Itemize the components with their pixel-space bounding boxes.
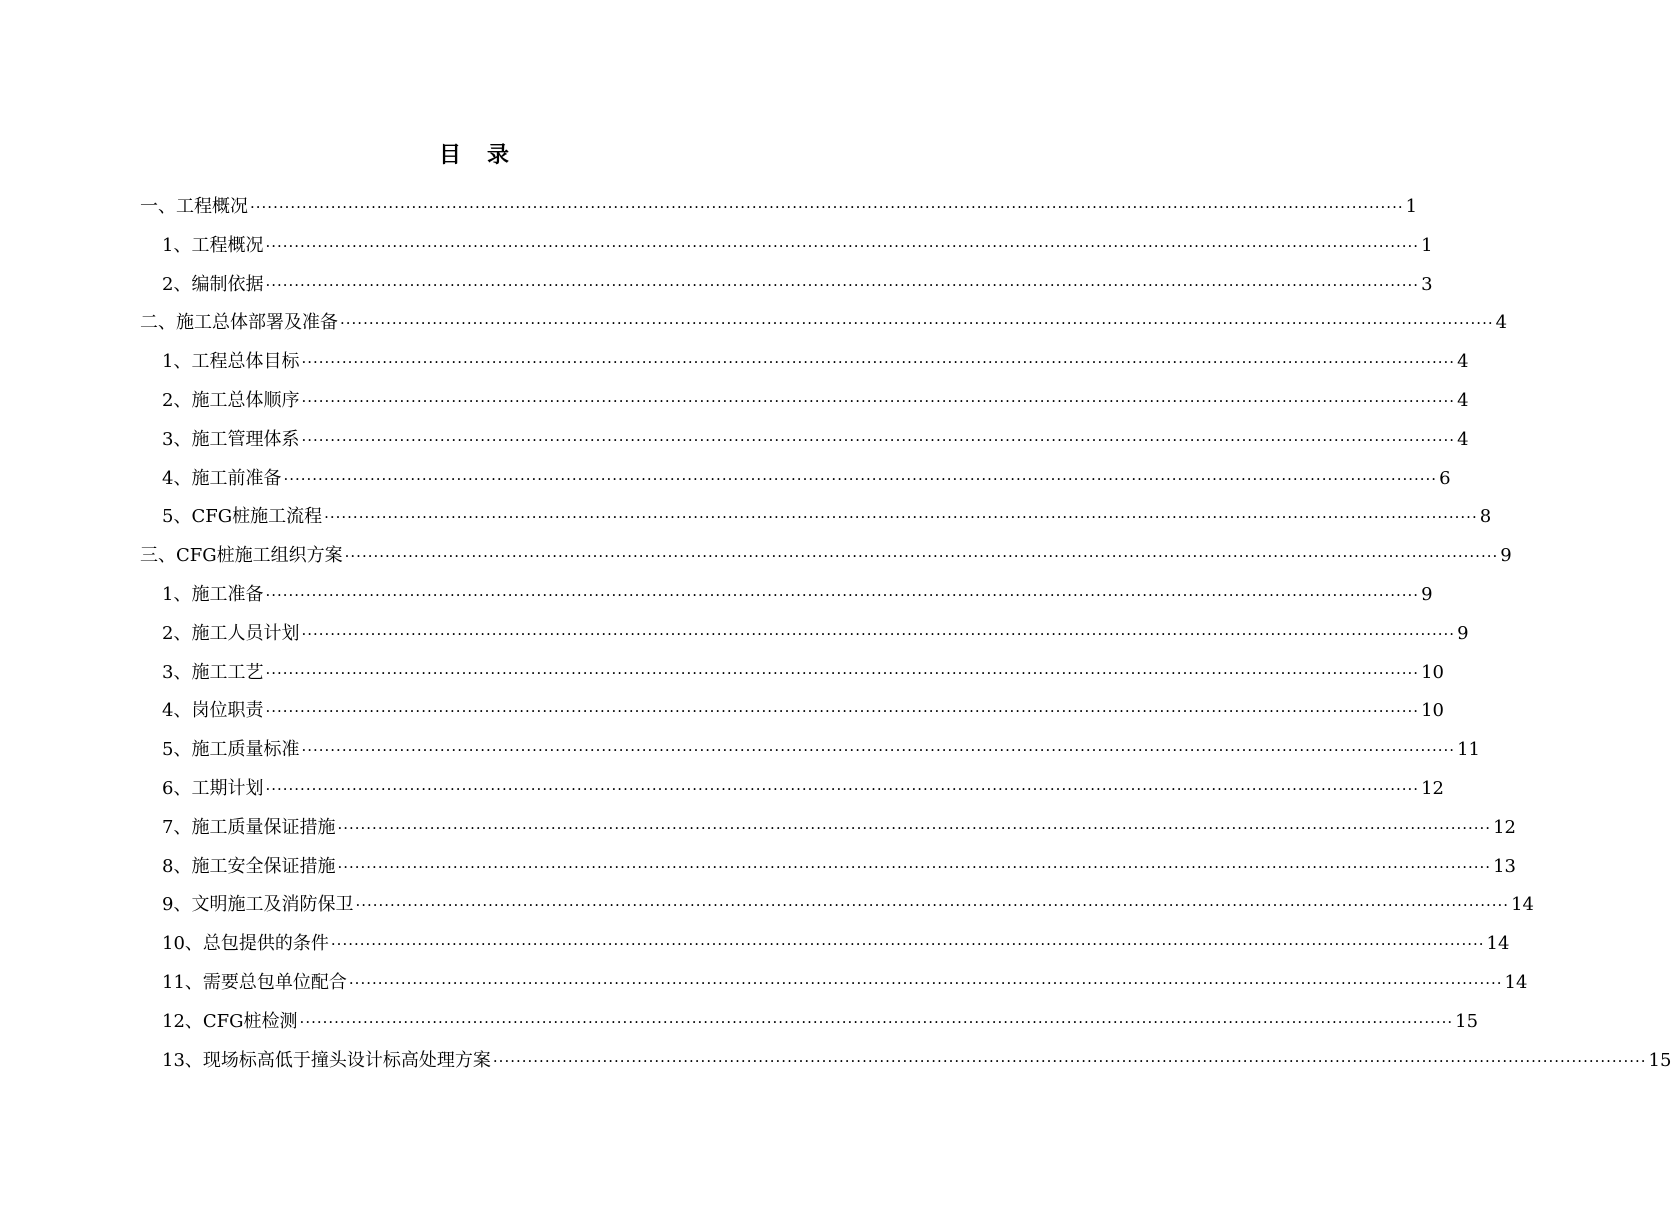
toc-entry[interactable] (140, 929, 1510, 968)
toc-entry-page: 3 (1421, 273, 1433, 295)
toc-entry[interactable] (140, 852, 1516, 891)
toc-entry-label: 4、施工前准备 (162, 467, 282, 489)
toc-entry-label: 一、工程概况 (140, 196, 248, 217)
toc-entry-label: 4、岗位职责 (162, 700, 264, 722)
toc-leader-dots: ········································································································································································································ (330, 935, 1485, 954)
toc-entry[interactable] (140, 1007, 1479, 1046)
toc-entry[interactable] (140, 386, 1469, 425)
toc-entry-label: 9、文明施工及消防保卫 (162, 894, 354, 916)
toc-leader-dots: ········································································································································································································ (348, 973, 1503, 992)
toc-leader-dots: ········································································································································································································ (265, 663, 1420, 682)
toc-leader-dots: ········································································································································································································ (301, 624, 1456, 643)
toc-entry-page: 13 (1493, 855, 1516, 877)
toc-entry[interactable] (140, 580, 1433, 619)
toc-entry-page: 8 (1479, 506, 1492, 528)
toc-entry-label: 6、工期计划 (162, 777, 264, 799)
toc-entry-label: 2、施工总体顺序 (162, 389, 300, 411)
toc-entry-page: 15 (1455, 1010, 1479, 1032)
toc-entry-label: 1、工程概况 (162, 234, 264, 256)
toc-entry-label: 3、施工管理体系 (162, 428, 300, 450)
toc-entry-page: 1 (1405, 196, 1418, 217)
toc-entry-page: 4 (1457, 389, 1469, 411)
toc-leader-dots: ········································································································································································································ (301, 741, 1456, 760)
toc-entry-label: 12、CFG桩检测 (162, 1010, 298, 1032)
toc-leader-dots: ········································································································································································································ (265, 585, 1420, 604)
toc-leader-dots: ········································································································································································································ (250, 198, 1404, 216)
toc-leader-dots: ········································································································································································································ (340, 314, 1494, 333)
toc-leader-dots: ········································································································································································································ (301, 391, 1456, 410)
toc-entry-label: 1、施工准备 (162, 583, 264, 605)
toc-entry-label: 10、总包提供的条件 (162, 933, 329, 955)
toc-entry[interactable] (140, 735, 1480, 774)
toc-entry[interactable] (140, 813, 1516, 852)
toc-leader-dots: ········································································································································································································ (265, 236, 1420, 255)
toc-entry-label: 三、CFG桩施工组织方案 (140, 545, 343, 567)
toc-entry-page: 14 (1511, 894, 1534, 916)
toc-entry-page: 10 (1421, 700, 1444, 722)
toc-entry-page: 14 (1486, 933, 1510, 955)
toc-leader-dots: ········································································································································································································ (265, 275, 1420, 294)
toc-entry[interactable] (140, 968, 1528, 1007)
toc-entry[interactable] (140, 502, 1492, 541)
toc-entry[interactable] (140, 347, 1469, 386)
toc-leader-dots: ········································································································································································································ (337, 818, 1492, 837)
toc-leader-dots: ········································································································································································································ (344, 547, 1499, 566)
toc-entry[interactable] (140, 464, 1451, 503)
toc-entry-page: 4 (1495, 312, 1508, 334)
toc-entry[interactable] (140, 192, 1418, 231)
toc-entry-label: 8、施工安全保证措施 (162, 855, 336, 877)
toc-entry[interactable] (140, 231, 1433, 270)
toc-entry-label: 3、施工工艺 (162, 661, 264, 683)
toc-entry-label: 5、施工质量标准 (162, 739, 300, 761)
toc-entry-page: 1 (1421, 234, 1433, 256)
toc-list (140, 192, 1671, 1084)
toc-entry[interactable] (140, 774, 1444, 813)
toc-entry-page: 9 (1500, 545, 1512, 567)
toc-entry-page: 4 (1457, 428, 1469, 450)
toc-entry-label: 11、需要总包单位配合 (162, 971, 347, 993)
toc-entry-page: 12 (1493, 816, 1516, 838)
toc-entry-page: 9 (1457, 622, 1469, 644)
toc-leader-dots: ········································································································································································································ (355, 896, 1510, 915)
toc-leader-dots: ········································································································································································································ (324, 508, 1478, 527)
toc-entry[interactable] (140, 619, 1469, 658)
toc-entry[interactable] (140, 890, 1534, 929)
toc-entry[interactable] (140, 696, 1444, 735)
toc-leader-dots: ········································································································································································································ (299, 1012, 1454, 1031)
toc-leader-dots: ········································································································································································································ (265, 702, 1420, 721)
toc-entry-label: 二、施工总体部署及准备 (140, 312, 338, 334)
toc-entry-label: 13、现场标高低于撞头设计标高处理方案 (162, 1049, 491, 1071)
toc-leader-dots: ········································································································································································································ (301, 353, 1456, 372)
toc-entry-page: 4 (1457, 351, 1469, 373)
toc-entry[interactable] (140, 1046, 1671, 1085)
toc-entry-label: 1、工程总体目标 (162, 351, 300, 373)
toc-entry[interactable] (140, 541, 1512, 580)
toc-leader-dots: ········································································································································································································ (301, 430, 1456, 449)
toc-entry[interactable] (140, 425, 1469, 464)
toc-entry-page: 10 (1421, 661, 1444, 683)
toc-entry-label: 7、施工质量保证措施 (162, 816, 336, 838)
toc-leader-dots: ········································································································································································································ (492, 1051, 1647, 1070)
toc-leader-dots: ········································································································································································································ (337, 857, 1492, 876)
toc-entry-page: 11 (1457, 739, 1480, 761)
toc-entry-page: 15 (1648, 1049, 1671, 1071)
toc-title: 目 录 (438, 142, 511, 168)
toc-entry[interactable] (140, 658, 1444, 697)
toc-entry[interactable] (140, 308, 1508, 347)
toc-entry-label: 2、施工人员计划 (162, 622, 300, 644)
toc-leader-dots: ········································································································································································································ (265, 779, 1420, 798)
toc-entry-label: 5、CFG桩施工流程 (162, 506, 323, 528)
toc-entry[interactable] (140, 270, 1433, 309)
toc-entry-label: 2、编制依据 (162, 273, 264, 295)
toc-leader-dots: ········································································································································································································ (283, 469, 1438, 488)
toc-entry-page: 12 (1421, 777, 1444, 799)
toc-entry-page: 6 (1439, 467, 1451, 489)
toc-entry-page: 9 (1421, 583, 1433, 605)
toc-entry-page: 14 (1504, 971, 1528, 993)
